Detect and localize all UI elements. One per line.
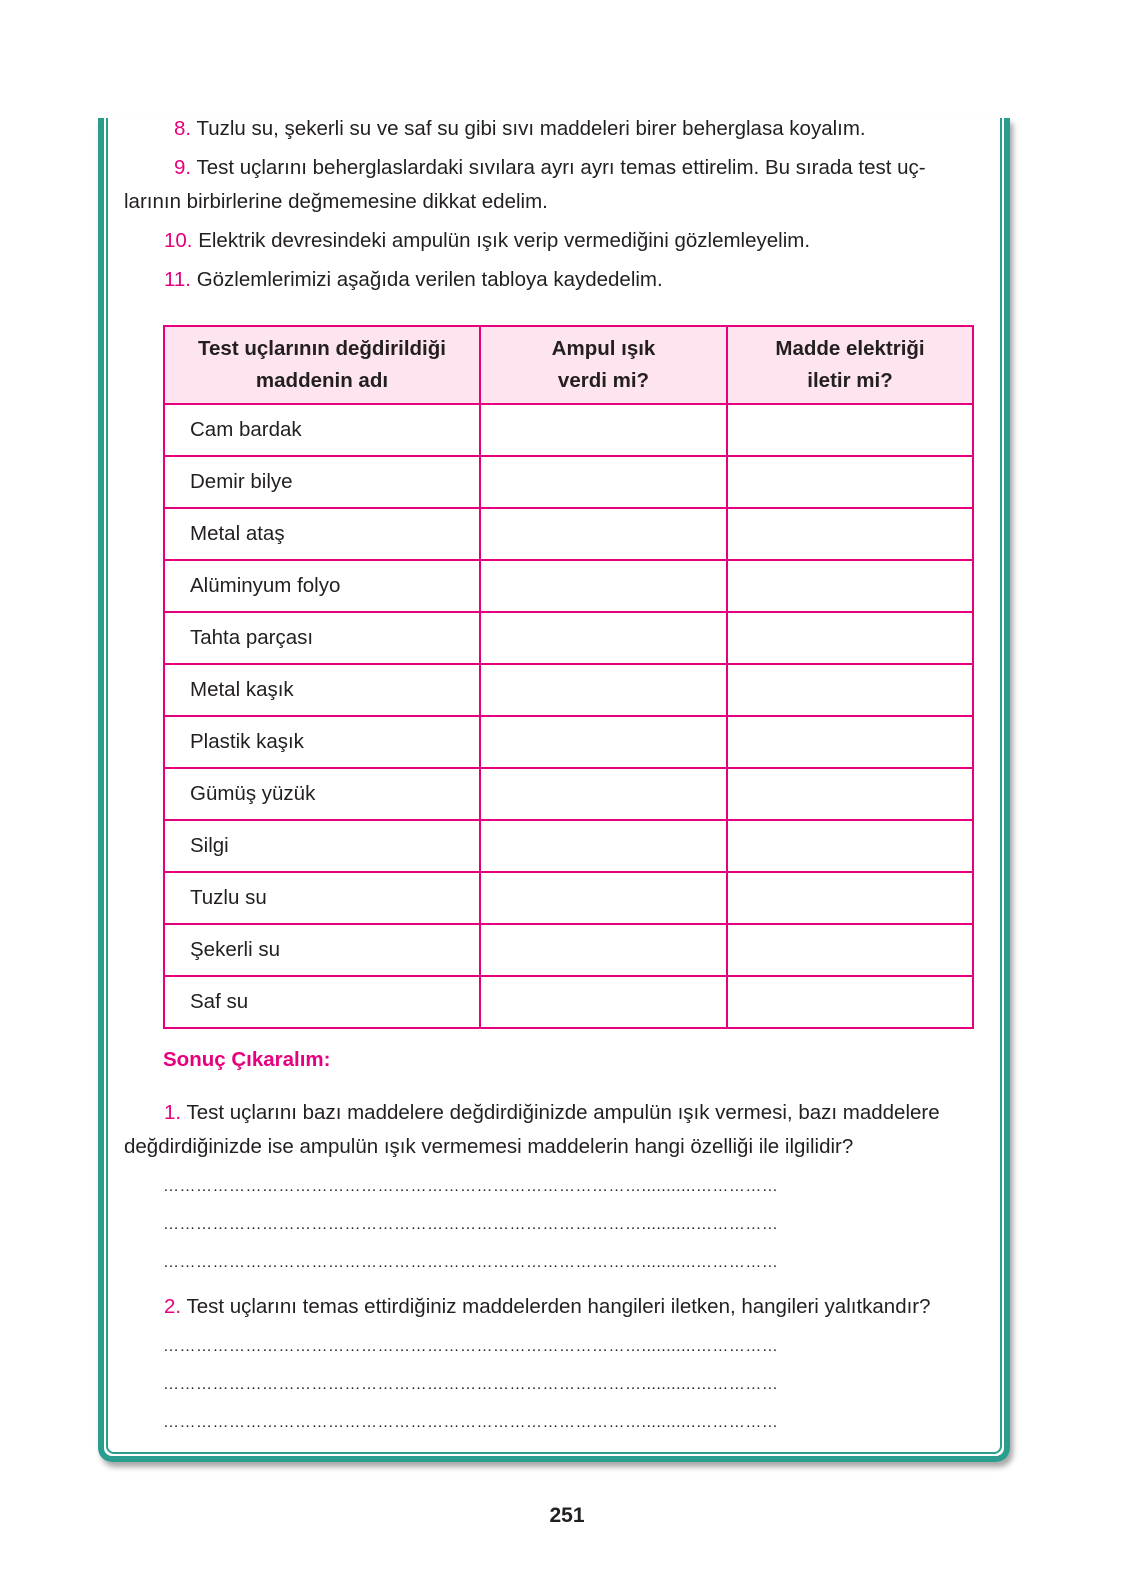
question-number: 1. [164,1101,182,1124]
step-text: Gözlemlerimizi aşağıda verilen tabloya kaydedelim. [196,268,663,291]
conducts-answer-cell[interactable] [727,820,973,872]
table-row [164,820,973,872]
material-name-cell: Gümüş yüzük [164,768,480,820]
table-row [164,404,973,456]
step-text: Tuzlu su, şekerli su ve saf su gibi sıvı maddeleri birer beherglasa koyalım. [196,117,866,140]
step-number: 9. [174,156,192,179]
conducts-answer-cell[interactable] [727,872,973,924]
table-row [164,976,973,1028]
material-name-cell: Metal kaşık [164,664,480,716]
step-number: 11. [164,268,191,291]
table-row [164,768,973,820]
conducts-answer-cell[interactable] [727,404,973,456]
bulb-lit-answer-cell[interactable] [480,612,727,664]
material-name-cell: Şekerli su [164,924,480,976]
conducts-answer-cell[interactable] [727,976,973,1028]
step-text-continued: larının birbirlerine değmemesine dikkat edelim. [124,190,548,213]
material-name-cell: Tahta parçası [164,612,480,664]
answer-line[interactable]: ……………………………………………………………………………...........…………… [163,1414,779,1431]
bulb-lit-answer-cell[interactable] [480,872,727,924]
table-row [164,872,973,924]
table-row [164,664,973,716]
conducts-answer-cell[interactable] [727,612,973,664]
header-material-name: Test uçlarının değdirildiği maddenin adı [164,326,480,404]
observation-table [163,325,974,1029]
material-name-cell: Plastik kaşık [164,716,480,768]
question-text-continued: değdirdiğinizde ise ampulün ışık vermemesi maddelerin hangi özelliği ile ilgilidir? [124,1135,854,1158]
bulb-lit-answer-cell[interactable] [480,976,727,1028]
header-conducts: Madde elektriği iletir mi? [727,326,973,404]
bulb-lit-answer-cell[interactable] [480,560,727,612]
bulb-lit-answer-cell[interactable] [480,508,727,560]
material-name-cell: Alüminyum folyo [164,560,480,612]
step-10 [124,224,994,258]
bulb-lit-answer-cell[interactable] [480,716,727,768]
question-text: Test uçlarını temas ettirdiğiniz maddelerden hangileri iletken, hangileri yalıtkandır? [186,1295,931,1318]
answer-line[interactable]: ……………………………………………………………………………...........…………… [163,1178,779,1195]
result-title: Sonuç Çıkaralım: [163,1048,331,1071]
material-name-cell: Tuzlu su [164,872,480,924]
bulb-lit-answer-cell[interactable] [480,924,727,976]
bulb-lit-answer-cell[interactable] [480,768,727,820]
conducts-answer-cell[interactable] [727,456,973,508]
question-text: Test uçlarını bazı maddelere değdirdiğinizde ampulün ışık vermesi, bazı maddelere [186,1101,940,1124]
bulb-lit-answer-cell[interactable] [480,456,727,508]
bulb-lit-answer-cell[interactable] [480,820,727,872]
step-8 [124,112,994,146]
conducts-answer-cell[interactable] [727,664,973,716]
table-row [164,612,973,664]
step-text: Elektrik devresindeki ampulün ışık verip vermediğini gözlemleyelim. [198,229,811,252]
conducts-answer-cell[interactable] [727,508,973,560]
table-row [164,716,973,768]
table-row [164,456,973,508]
answer-line[interactable]: ……………………………………………………………………………...........…………… [163,1376,779,1393]
material-name-cell: Metal ataş [164,508,480,560]
table-row [164,508,973,560]
answer-line[interactable]: ……………………………………………………………………………...........…………… [163,1254,779,1271]
bulb-lit-answer-cell[interactable] [480,404,727,456]
answer-line[interactable]: ……………………………………………………………………………...........…………… [163,1338,779,1355]
conducts-answer-cell[interactable] [727,716,973,768]
step-11 [124,263,994,297]
bulb-lit-answer-cell[interactable] [480,664,727,716]
conducts-answer-cell[interactable] [727,560,973,612]
table-row [164,924,973,976]
table-row [164,560,973,612]
header-bulb-lit: Ampul ışık verdi mi? [480,326,727,404]
material-name-cell: Saf su [164,976,480,1028]
table-header-row [164,326,973,404]
material-name-cell: Cam bardak [164,404,480,456]
step-number: 10. [164,229,193,252]
conducts-answer-cell[interactable] [727,768,973,820]
material-name-cell: Silgi [164,820,480,872]
question-number: 2. [164,1295,182,1318]
conducts-answer-cell[interactable] [727,924,973,976]
material-name-cell: Demir bilye [164,456,480,508]
question-2 [124,1290,996,1324]
question-1 [124,1096,996,1164]
step-number: 8. [174,117,192,140]
answer-line[interactable]: ……………………………………………………………………………...........…………… [163,1216,779,1233]
step-9 [124,151,994,219]
page-number: 251 [549,1504,585,1527]
step-text: Test uçlarını beherglaslardaki sıvılara ayrı ayrı temas ettirelim. Bu sırada test uç- [196,156,926,179]
